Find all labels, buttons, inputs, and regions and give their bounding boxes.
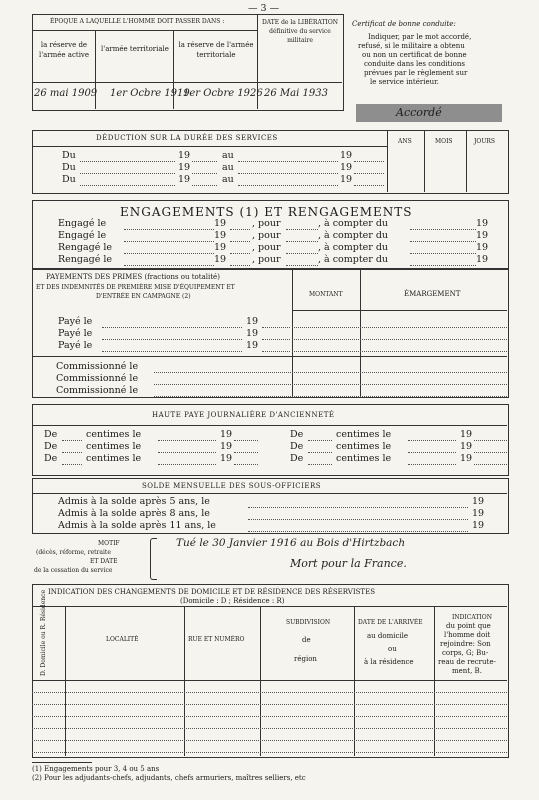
- engagement-line: [410, 265, 476, 266]
- haute-line: [408, 452, 456, 453]
- solde-line: [248, 531, 468, 532]
- motif-value-2: Mort pour la France.: [290, 557, 407, 570]
- engagement-line: [230, 229, 250, 230]
- engagement-year-label: 19: [214, 242, 227, 253]
- deduction-line: [238, 161, 338, 162]
- engagement-pour-label: , pour: [252, 242, 281, 253]
- engagement-label: Engagé le: [58, 230, 107, 241]
- deduction-line: [354, 161, 384, 162]
- engagement-line: [124, 253, 214, 254]
- engagement-line: [124, 265, 214, 266]
- domicile-row-line: [32, 716, 507, 717]
- solde-line: [248, 507, 468, 508]
- prime-year-label: 19: [246, 328, 259, 339]
- prime-year-label: 19: [246, 340, 259, 351]
- engagement-line: [286, 265, 318, 266]
- domicile-title: INDICATION DES CHANGEMENTS DE DOMICILE ET DE RÉSIDENCE DES RÉSERVISTES: [48, 588, 376, 596]
- primes-title-2: ET DES INDEMNITÉS DE PREMIÈRE MISE D'ÉQUIPEMENT ET: [36, 284, 235, 291]
- solde-year-label: 19: [472, 496, 485, 507]
- deduction-du-label: Du: [62, 162, 76, 173]
- deduction-line: [192, 161, 217, 162]
- primes-col-emargement: ÉMARGEMENT: [404, 290, 461, 298]
- solde-year-label: 19: [472, 520, 485, 531]
- haute-line: [234, 452, 258, 453]
- motif-value-1: Tué le 30 Janvier 1916 au Bois d'Hirtzbach: [176, 537, 406, 549]
- epoque-col-liberation: DATE de la LIBÉRATION définitive du service militaire: [261, 19, 338, 44]
- deduction-line: [80, 173, 175, 174]
- haute-line: [158, 452, 216, 453]
- deduction-line: [238, 185, 338, 186]
- commission-line: [154, 384, 507, 385]
- deduction-du-label: Du: [62, 150, 76, 161]
- engagement-year-label: 19: [476, 254, 489, 265]
- domicile-row-line: [32, 728, 507, 729]
- prime-line: [292, 339, 507, 340]
- motif-label-1: MOTIF: [98, 540, 120, 547]
- haute-centimes-label: centimes le: [86, 429, 142, 440]
- haute-year-label: 19: [220, 453, 233, 464]
- page-number: — 3 —: [248, 3, 280, 14]
- certificat-text-4: conduite dans les conditions: [364, 60, 465, 68]
- haute-year-label: 19: [460, 429, 473, 440]
- haute-de-label: De: [290, 453, 304, 464]
- solde-label: Admis à la solde après 8 ans, le: [58, 508, 210, 519]
- engagement-compter-label: , à compter du: [318, 254, 389, 265]
- haute-line: [474, 440, 507, 441]
- engagement-line: [230, 265, 250, 266]
- motif-label-4: de la cessation du service: [34, 567, 113, 574]
- engagement-line: [410, 253, 476, 254]
- haute-de-label: De: [290, 441, 304, 452]
- deduction-line: [192, 185, 217, 186]
- commission-label: Commissionné le: [56, 361, 139, 372]
- haute-centimes-label: centimes le: [336, 429, 392, 440]
- deduction-du-label: Du: [62, 174, 76, 185]
- domicile-col-localite: LOCALITÉ: [106, 636, 139, 643]
- domicile-col-ind-5: corps, G; Bu-: [442, 649, 489, 657]
- domicile-row-line: [32, 692, 507, 693]
- domicile-col-date-4: à la résidence: [364, 658, 414, 666]
- haute-line: [474, 464, 507, 465]
- prime-line: [292, 351, 507, 352]
- engagement-year-label: 19: [476, 242, 489, 253]
- domicile-col-date-1: DATE DE L'ARRIVÉE: [358, 619, 423, 626]
- domicile-col-ind-6: reau de recrute-: [438, 658, 496, 666]
- solde-line: [248, 519, 468, 520]
- haute-paye-title: HAUTE PAYE JOURNALIÈRE D'ANCIENNETÉ: [152, 411, 335, 419]
- haute-year-label: 19: [460, 441, 473, 452]
- epoque-header: ÉPOQUE A LAQUELLE L'HOMME DOIT PASSER DANS :: [50, 18, 225, 25]
- prime-paye-label: Payé le: [58, 328, 93, 339]
- engagement-year-label: 19: [476, 218, 489, 229]
- epoque-value-reserve-territoriale: 1er Ocbre 1926: [183, 88, 263, 99]
- domicile-col-dr: D. Domicile ou R. Résidence: [40, 589, 47, 676]
- domicile-row-line: [32, 740, 507, 741]
- engagement-pour-label: , pour: [252, 230, 281, 241]
- engagement-line: [410, 241, 476, 242]
- haute-line: [308, 452, 332, 453]
- haute-centimes-label: centimes le: [336, 453, 392, 464]
- domicile-col-date-2: au domicile: [367, 632, 409, 640]
- haute-line: [474, 452, 507, 453]
- certificat-text-1: Indiquer, par le mot accordé,: [368, 33, 472, 41]
- haute-line: [408, 464, 456, 465]
- primes-col-montant: MONTANT: [309, 291, 343, 298]
- haute-year-label: 19: [220, 441, 233, 452]
- haute-line: [158, 464, 216, 465]
- epoque-value-liberation: 26 Mai 1933: [264, 88, 328, 99]
- deduction-au-label: au: [222, 174, 234, 185]
- prime-paye-label: Payé le: [58, 316, 93, 327]
- deduction-year-label: 19: [178, 162, 191, 173]
- commission-line: [154, 372, 507, 373]
- certificat-title: Certificat de bonne conduite:: [352, 20, 456, 28]
- deduction-col-jours: JOURS: [474, 138, 496, 145]
- footnote-2: (2) Pour les adjudants-chefs, adjudants, chefs armuriers, maîtres selliers, etc: [32, 774, 306, 782]
- engagement-line: [230, 241, 250, 242]
- epoque-col-territoriale: l'armée territoriale: [101, 45, 169, 53]
- engagement-year-label: 19: [214, 230, 227, 241]
- engagement-line: [286, 229, 318, 230]
- prime-year-label: 19: [246, 316, 259, 327]
- engagement-line: [286, 241, 318, 242]
- haute-centimes-label: centimes le: [336, 441, 392, 452]
- epoque-col-reserve-active: la réserve de l'armée active: [38, 41, 90, 59]
- domicile-col-ind-2: du point que: [446, 622, 491, 630]
- engagement-pour-label: , pour: [252, 218, 281, 229]
- certificat-text-6: le service intérieur.: [370, 78, 439, 86]
- prime-line: [102, 339, 242, 340]
- deduction-line: [354, 173, 384, 174]
- deduction-au-label: au: [222, 150, 234, 161]
- domicile-col-subdiv-3: région: [294, 655, 317, 663]
- commission-label: Commissionné le: [56, 373, 139, 384]
- prime-line: [102, 351, 242, 352]
- engagement-pour-label: , pour: [252, 254, 281, 265]
- haute-line: [62, 464, 82, 465]
- engagement-line: [124, 229, 214, 230]
- engagement-label: Rengagé le: [58, 242, 113, 253]
- deduction-year-label: 19: [178, 150, 191, 161]
- domicile-row-line: [32, 752, 507, 753]
- commission-label: Commissionné le: [56, 385, 139, 396]
- haute-line: [62, 452, 82, 453]
- haute-centimes-label: centimes le: [86, 441, 142, 452]
- domicile-col-rue: RUE ET NUMÉRO: [188, 636, 245, 643]
- deduction-year-label: 19: [178, 174, 191, 185]
- haute-line: [158, 440, 216, 441]
- domicile-col-subdiv-2: de: [302, 636, 311, 644]
- haute-line: [234, 464, 258, 465]
- engagement-line: [230, 253, 250, 254]
- haute-line: [308, 464, 332, 465]
- domicile-col-ind-1: INDICATION: [452, 614, 492, 621]
- deduction-line: [354, 185, 384, 186]
- domicile-col-ind-7: ment, B.: [452, 667, 482, 675]
- haute-de-label: De: [290, 429, 304, 440]
- engagement-line: [410, 229, 476, 230]
- engagement-line: [124, 241, 214, 242]
- engagement-year-label: 19: [476, 230, 489, 241]
- prime-line: [102, 327, 242, 328]
- domicile-row-line: [32, 704, 507, 705]
- prime-line: [262, 339, 290, 340]
- domicile-col-subdiv-1: SUBDIVISION: [286, 619, 331, 626]
- deduction-year-label: 19: [340, 162, 353, 173]
- prime-line: [262, 327, 290, 328]
- certificat-text-5: prévues par le règlement sur: [364, 69, 468, 77]
- domicile-box: [32, 584, 509, 758]
- haute-line: [62, 440, 82, 441]
- primes-title-1: PAYEMENTS DES PRIMES (fractions ou totalité): [46, 273, 220, 281]
- haute-de-label: De: [44, 429, 58, 440]
- deduction-line: [238, 173, 338, 174]
- haute-year-label: 19: [220, 429, 233, 440]
- deduction-line: [80, 185, 175, 186]
- haute-year-label: 19: [460, 453, 473, 464]
- solde-label: Admis à la solde après 5 ans, le: [58, 496, 210, 507]
- deduction-year-label: 19: [340, 150, 353, 161]
- footnote-1: (1) Engagements pour 3, 4 ou 5 ans: [32, 765, 160, 773]
- epoque-col-reserve-territoriale: la réserve de l'armée territoriale: [178, 41, 254, 59]
- engagement-label: Rengagé le: [58, 254, 113, 265]
- certificat-value: Accordé: [396, 106, 442, 119]
- haute-de-label: De: [44, 441, 58, 452]
- prime-line: [292, 327, 507, 328]
- deduction-year-label: 19: [340, 174, 353, 185]
- deduction-au-label: au: [222, 162, 234, 173]
- solde-title: SOLDE MENSUELLE DES SOUS-OFFICIERS: [142, 482, 322, 490]
- haute-line: [234, 440, 258, 441]
- deduction-col-mois: MOIS: [435, 138, 453, 145]
- haute-line: [308, 440, 332, 441]
- engagement-line: [286, 253, 318, 254]
- solde-year-label: 19: [472, 508, 485, 519]
- engagement-label: Engagé le: [58, 218, 107, 229]
- motif-label-3: ET DATE: [90, 558, 118, 565]
- deduction-line: [192, 173, 217, 174]
- domicile-col-date-3: ou: [388, 645, 397, 653]
- domicile-subtitle: (Domicile : D ; Résidence : R): [180, 597, 285, 605]
- engagements-title: ENGAGEMENTS (1) ET RENGAGEMENTS: [120, 205, 413, 219]
- solde-label: Admis à la solde après 11 ans, le: [58, 520, 216, 531]
- engagement-year-label: 19: [214, 254, 227, 265]
- engagement-year-label: 19: [214, 218, 227, 229]
- domicile-col-ind-3: l'homme doit: [444, 631, 491, 639]
- domicile-col-ind-4: rejoindre: Son: [440, 640, 491, 648]
- primes-title-3: D'ENTRÉE EN CAMPAGNE (2): [96, 293, 191, 300]
- engagement-compter-label: , à compter du: [318, 218, 389, 229]
- motif-label-2: (décès, réforme, retraite: [36, 549, 111, 556]
- prime-line: [262, 351, 290, 352]
- deduction-title: DÉDUCTION SUR LA DURÉE DES SERVICES: [96, 134, 278, 142]
- motif-brace: [150, 538, 157, 580]
- deduction-line: [80, 161, 175, 162]
- engagement-compter-label: , à compter du: [318, 230, 389, 241]
- epoque-value-territoriale: 1er Ocbre 1919: [110, 88, 190, 99]
- certificat-text-2: refusé, si le militaire a obtenu: [358, 42, 465, 50]
- epoque-value-reserve-active: 26 mai 1909: [34, 88, 98, 99]
- engagement-compter-label: , à compter du: [318, 242, 389, 253]
- commission-line: [154, 396, 507, 397]
- deduction-col-ans: ANS: [398, 138, 412, 145]
- haute-line: [408, 440, 456, 441]
- haute-de-label: De: [44, 453, 58, 464]
- haute-centimes-label: centimes le: [86, 453, 142, 464]
- certificat-text-3: ou non un certificat de bonne: [362, 51, 467, 59]
- prime-paye-label: Payé le: [58, 340, 93, 351]
